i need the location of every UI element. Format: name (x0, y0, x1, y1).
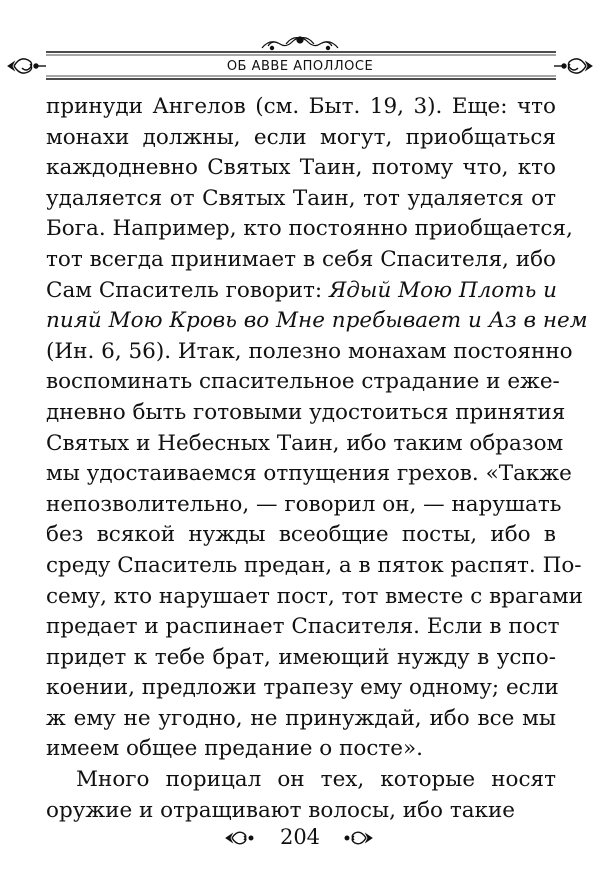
page-footer (0, 820, 600, 856)
text-run: оружие и отращивают волосы, ибо такие (46, 797, 516, 823)
text-run: принуди Ангелов (см. Быт. 19, 3). Еще: что (46, 94, 556, 119)
text-run: воспоминать спасительное страдание и еже- (46, 369, 560, 395)
text-run: дневно быть готовыми удостоиться принятия (46, 399, 566, 425)
text-run: Сам Спаситель говорит: (46, 277, 329, 303)
text-run: (Ин. 6, 56). Итак, полезно монахам постоянно (46, 338, 573, 364)
text-run: Бога. Например, кто постоянно приобщается, (46, 216, 573, 242)
page-header (0, 30, 600, 90)
text-line (46, 245, 556, 276)
scripture-quote: Ядый Мою Плоть и (328, 277, 557, 303)
body-text (46, 92, 588, 826)
text-run: среду Спаситель предан, а в пяток распят. По- (46, 552, 582, 578)
text-line (46, 734, 556, 765)
text-line (46, 92, 556, 123)
text-line (46, 367, 560, 398)
text-line (46, 337, 573, 368)
text-run: тот всегда принимает в себя Спасителя, ибо (46, 246, 556, 272)
text-line (46, 398, 566, 429)
text-line (46, 612, 560, 643)
text-line (46, 306, 588, 337)
text-run: ж ему не угодно, не принуждай, ибо все мы (46, 705, 556, 731)
text-run: Много порицал он тех, которые носят (76, 767, 556, 793)
text-line (46, 765, 556, 796)
text-line (46, 153, 556, 184)
text-line (46, 214, 573, 245)
text-run: непозволительно, — говорил он, — нарушать (46, 491, 562, 517)
text-run: удаляется от Святых Таин, тот удаляется от (46, 185, 556, 211)
text-line (46, 520, 556, 551)
text-line (46, 459, 572, 490)
text-run: Святых и Небесных Таин, ибо таким образом (46, 430, 564, 456)
text-run: предает и распинает Спасителя. Если в пост (46, 614, 560, 640)
text-run: имеем общее предание о посте». (46, 736, 424, 762)
running-head: ОБ АВВЕ АПОЛЛОСЕ (226, 59, 374, 74)
scripture-quote: пияй Мою Кровь во Мне пребывает и Аз в нем (46, 308, 588, 334)
text-line (46, 704, 556, 735)
text-line (46, 429, 564, 460)
page-number: 204 (279, 825, 321, 849)
text-run: сему, кто нарушает пост, тот вместе с врагами (46, 583, 583, 609)
text-line (46, 276, 556, 307)
text-line (46, 490, 562, 521)
text-run: монахи должны, если могут, приобщаться (46, 124, 556, 150)
text-line (46, 582, 583, 613)
text-line (46, 551, 582, 582)
text-run: коении, предложи трапезу ему одному; если (46, 675, 559, 701)
text-line (46, 184, 556, 215)
text-run: без всякой нужды всеобщие посты, ибо в (46, 522, 556, 548)
text-line (46, 123, 556, 154)
text-run: каждодневно Святых Таин, потому что, кто (46, 155, 556, 181)
text-run: придет к тебе брат, имеющий нужду в успо- (46, 644, 556, 670)
text-run: мы удостаиваемся отпущения грехов. «Также (46, 461, 572, 487)
text-line (46, 643, 556, 674)
text-line (46, 673, 559, 704)
